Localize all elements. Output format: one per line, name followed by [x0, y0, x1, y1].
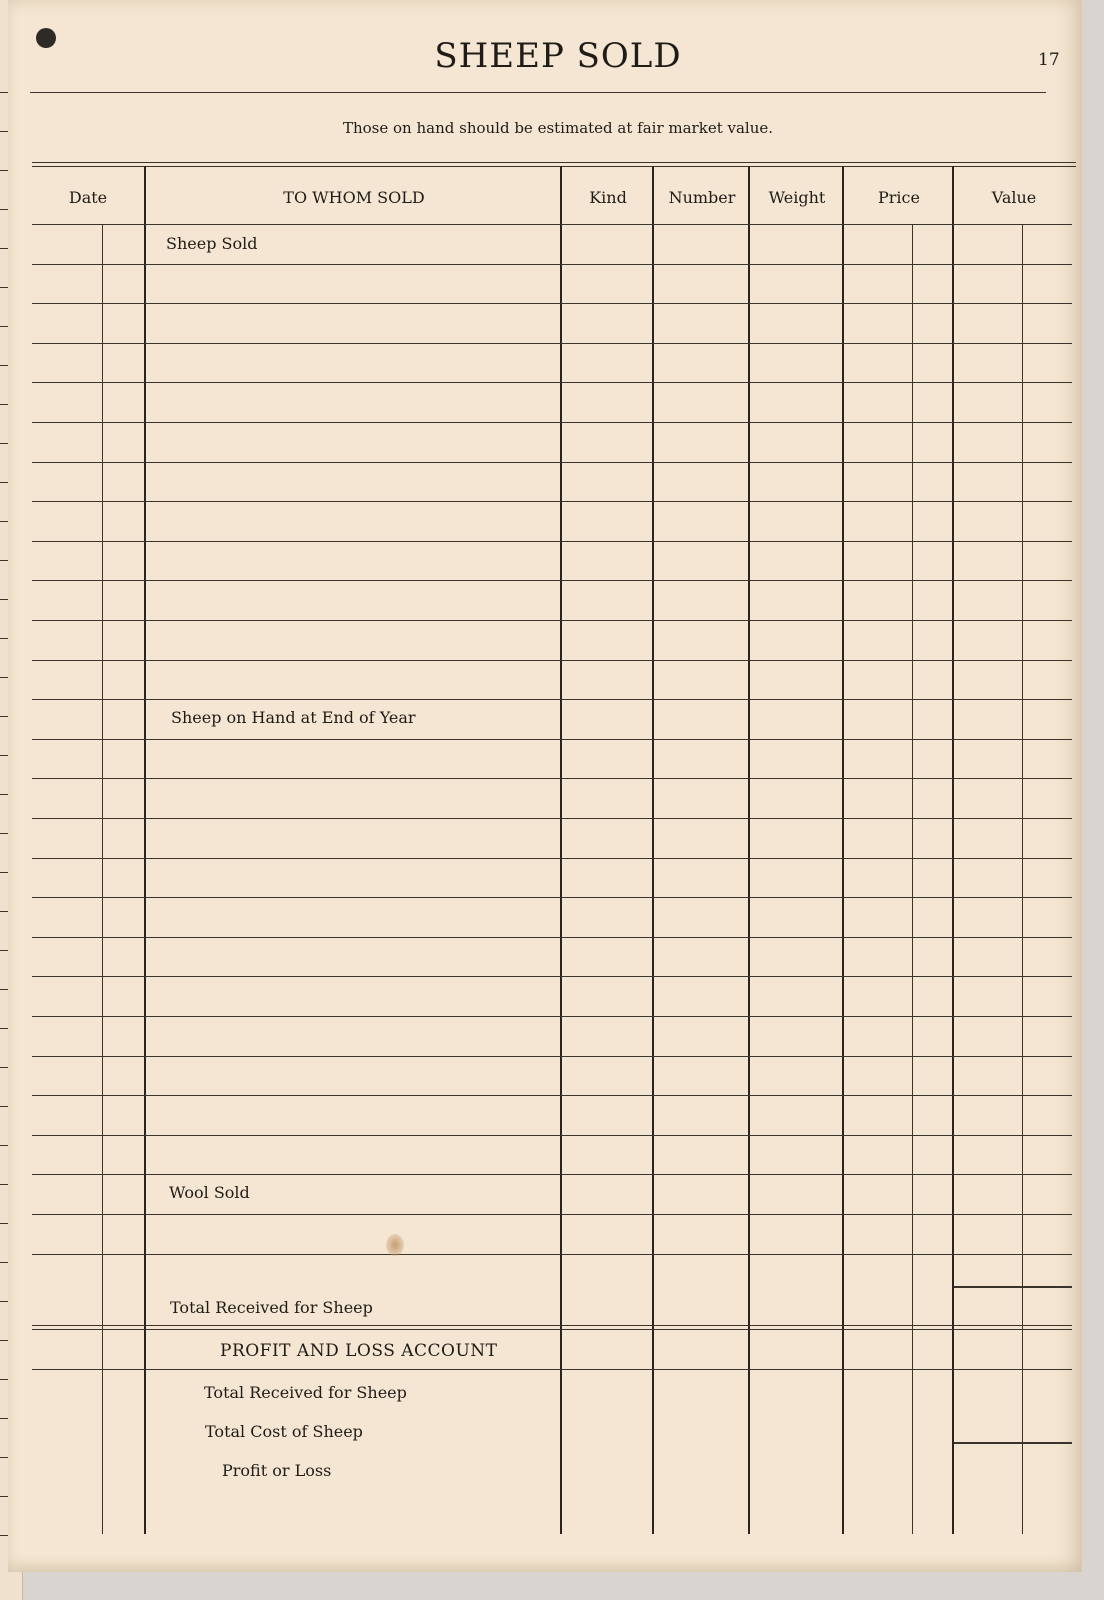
row-rule	[32, 858, 1072, 859]
instruction-note: Those on hand should be estimated at fair market value.	[342, 119, 774, 137]
row-rule	[32, 937, 1072, 938]
row-rule	[32, 1056, 1072, 1057]
header-to-whom-sold: TO WHOM SOLD	[283, 188, 425, 207]
pl-heading-rule	[32, 1369, 1072, 1370]
value-total-rule	[954, 1286, 1072, 1288]
date-sub-divider	[102, 224, 103, 1534]
page-title: SHEEP SOLD	[434, 36, 682, 76]
header-price: Price	[878, 188, 920, 207]
row-rule	[32, 1095, 1072, 1096]
row-rule	[32, 897, 1072, 898]
row-rule	[32, 660, 1072, 661]
row-rule	[32, 1174, 1072, 1175]
value-cost-rule	[954, 1442, 1072, 1444]
row-rule	[32, 976, 1072, 977]
page-number: 17	[1038, 50, 1060, 70]
pl-total-cost: Total Cost of Sheep	[205, 1422, 363, 1441]
pl-total-received: Total Received for Sheep	[204, 1383, 407, 1402]
header-number: Number	[668, 188, 736, 207]
row-rule	[32, 343, 1072, 344]
label-sheep-on-hand: Sheep on Hand at End of Year	[171, 708, 416, 727]
total-rule	[32, 1325, 1072, 1326]
row-rule	[32, 739, 1072, 740]
row-rule	[32, 778, 1072, 779]
row-rule	[32, 1254, 1072, 1255]
row-rule	[32, 1016, 1072, 1017]
row-rule	[32, 224, 1072, 225]
row-rule	[32, 303, 1072, 304]
punch-hole	[36, 28, 56, 48]
total-rule-2	[32, 1329, 1072, 1330]
row-rule	[32, 422, 1072, 423]
paper-stain	[386, 1234, 404, 1256]
label-total-received: Total Received for Sheep	[170, 1298, 373, 1317]
row-rule	[32, 1135, 1072, 1136]
pl-profit-or-loss: Profit or Loss	[222, 1461, 332, 1480]
row-rule	[32, 699, 1072, 700]
profit-loss-heading: PROFIT AND LOSS ACCOUNT	[220, 1341, 498, 1361]
label-wool-sold: Wool Sold	[169, 1183, 250, 1202]
header-top-rule	[32, 162, 1076, 163]
row-rule	[32, 620, 1072, 621]
row-rule	[32, 541, 1072, 542]
header-kind: Kind	[589, 188, 627, 207]
row-rule	[32, 462, 1072, 463]
row-rule	[32, 264, 1072, 265]
row-rule	[32, 501, 1072, 502]
header-weight: Weight	[768, 188, 826, 207]
row-rule	[32, 1214, 1072, 1215]
header-value: Value	[991, 188, 1037, 207]
row-rule	[32, 382, 1072, 383]
ledger-page	[8, 0, 1082, 1572]
value-cents-divider	[1022, 224, 1023, 1534]
label-sheep-sold: Sheep Sold	[166, 234, 258, 253]
row-rule	[32, 818, 1072, 819]
price-cents-divider	[912, 224, 913, 1534]
row-rule	[32, 580, 1072, 581]
title-rule	[30, 92, 1046, 93]
header-date: Date	[68, 188, 108, 207]
header-top-rule-2	[32, 166, 1076, 167]
